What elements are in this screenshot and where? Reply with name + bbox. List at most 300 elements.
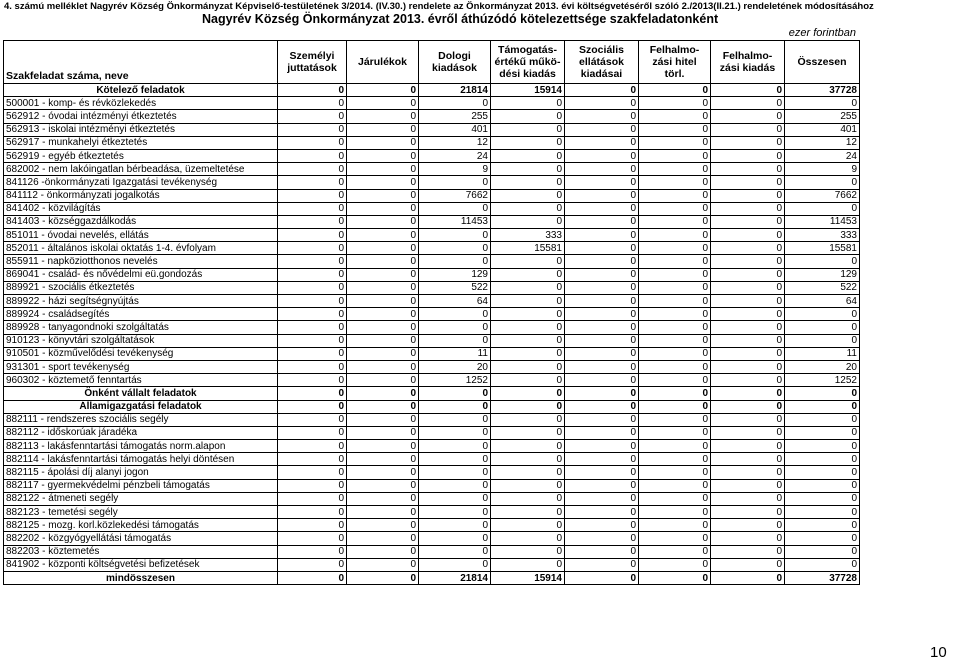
cell-value: 0	[639, 440, 711, 453]
cell-value: 0	[278, 281, 347, 294]
column-header: Dologi kiadások	[419, 41, 491, 84]
cell-value: 0	[347, 308, 419, 321]
cell-value: 0	[347, 97, 419, 110]
cell-value: 0	[419, 558, 491, 571]
cell-value: 0	[347, 149, 419, 162]
cell-value: 0	[639, 321, 711, 334]
cell-value: 0	[347, 321, 419, 334]
cell-value: 0	[278, 479, 347, 492]
cell-value: 0	[491, 268, 565, 281]
cell-value: 0	[565, 84, 639, 97]
cell-value: 0	[278, 426, 347, 439]
cell-value: 0	[639, 229, 711, 242]
cell-value: 0	[639, 308, 711, 321]
cell-value: 0	[565, 163, 639, 176]
cell-value: 0	[419, 400, 491, 413]
row-label: 882117 - gyermekvédelmi pénzbeli támogatás	[4, 479, 278, 492]
table-row	[4, 295, 860, 308]
row-label: 910123 - könyvtári szolgáltatások	[4, 334, 278, 347]
cell-value: 0	[491, 479, 565, 492]
column-header: Szakfeladat száma, neve	[4, 41, 278, 84]
cell-value: 0	[639, 110, 711, 123]
page-number: 10	[930, 644, 947, 661]
table-header-row	[4, 41, 860, 84]
table-row	[4, 255, 860, 268]
cell-value: 0	[711, 571, 785, 584]
cell-value: 0	[639, 215, 711, 228]
cell-value: 0	[639, 136, 711, 149]
cell-value: 0	[491, 163, 565, 176]
table-row	[4, 426, 860, 439]
cell-value: 0	[278, 492, 347, 505]
row-label: 889924 - családsegítés	[4, 308, 278, 321]
cell-value: 0	[347, 479, 419, 492]
cell-value: 0	[278, 97, 347, 110]
cell-value: 0	[347, 360, 419, 373]
cell-value: 11453	[785, 215, 860, 228]
cell-value: 0	[711, 84, 785, 97]
table-row	[4, 189, 860, 202]
cell-value: 0	[639, 506, 711, 519]
cell-value: 0	[419, 321, 491, 334]
cell-value: 0	[278, 242, 347, 255]
cell-value: 0	[639, 387, 711, 400]
cell-value: 0	[347, 545, 419, 558]
table-row	[4, 492, 860, 505]
cell-value: 0	[639, 347, 711, 360]
cell-value: 0	[278, 400, 347, 413]
cell-value: 0	[711, 387, 785, 400]
cell-value: 0	[785, 558, 860, 571]
table-row	[4, 163, 860, 176]
cell-value: 0	[785, 308, 860, 321]
cell-value: 0	[278, 466, 347, 479]
table-row	[4, 558, 860, 571]
cell-value: 0	[639, 176, 711, 189]
cell-value: 0	[347, 532, 419, 545]
column-header: Járulékok	[347, 41, 419, 84]
cell-value: 0	[785, 440, 860, 453]
cell-value: 0	[565, 426, 639, 439]
row-label: 882112 - időskorúak járadéka	[4, 426, 278, 439]
cell-value: 0	[639, 545, 711, 558]
table-row	[4, 242, 860, 255]
table-row	[4, 281, 860, 294]
row-label: 910501 - közművelődési tevékenység	[4, 347, 278, 360]
cell-value: 0	[565, 360, 639, 373]
total-row	[4, 571, 860, 584]
cell-value: 0	[278, 506, 347, 519]
column-header: Személyi juttatások	[278, 41, 347, 84]
cell-value: 0	[491, 189, 565, 202]
cell-value: 0	[785, 426, 860, 439]
cell-value: 0	[347, 387, 419, 400]
row-label: 841126 -önkormányzati Igazgatási tevékenység	[4, 176, 278, 189]
cell-value: 0	[278, 558, 347, 571]
cell-value: 20	[419, 360, 491, 373]
cell-value: 0	[565, 229, 639, 242]
cell-value: 0	[785, 97, 860, 110]
cell-value: 0	[785, 506, 860, 519]
cell-value: 0	[491, 387, 565, 400]
cell-value: 21814	[419, 84, 491, 97]
row-label: 882202 - közgyógyellátási támogatás	[4, 532, 278, 545]
cell-value: 0	[278, 163, 347, 176]
row-label: 562913 - iskolai intézményi étkeztetés	[4, 123, 278, 136]
cell-value: 0	[711, 149, 785, 162]
cell-value: 0	[565, 110, 639, 123]
cell-value: 0	[711, 229, 785, 242]
row-label: 882125 - mozg. korl.közlekedési támogatás	[4, 519, 278, 532]
cell-value: 64	[785, 295, 860, 308]
row-label: 562917 - munkahelyi étkeztetés	[4, 136, 278, 149]
cell-value: 0	[491, 97, 565, 110]
table-row	[4, 479, 860, 492]
cell-value: 0	[419, 413, 491, 426]
cell-value: 0	[565, 347, 639, 360]
cell-value: 0	[419, 255, 491, 268]
cell-value: 0	[711, 163, 785, 176]
row-label: 562919 - egyéb étkeztetés	[4, 149, 278, 162]
cell-value: 0	[347, 123, 419, 136]
cell-value: 0	[639, 189, 711, 202]
table-row	[4, 453, 860, 466]
cell-value: 0	[278, 136, 347, 149]
cell-value: 0	[565, 387, 639, 400]
cell-value: 0	[419, 532, 491, 545]
section-row	[4, 387, 860, 400]
cell-value: 0	[491, 123, 565, 136]
cell-value: 0	[491, 136, 565, 149]
cell-value: 0	[711, 123, 785, 136]
cell-value: 24	[785, 149, 860, 162]
table-row	[4, 360, 860, 373]
cell-value: 0	[491, 347, 565, 360]
cell-value: 0	[711, 110, 785, 123]
cell-value: 0	[278, 347, 347, 360]
cell-value: 0	[565, 281, 639, 294]
row-label: 855911 - napköziotthonos nevelés	[4, 255, 278, 268]
cell-value: 11	[785, 347, 860, 360]
table-row	[4, 519, 860, 532]
row-label: 882111 - rendszeres szociális segély	[4, 413, 278, 426]
column-header: Felhalmo-zási kiadás	[711, 41, 785, 84]
cell-value: 1252	[785, 374, 860, 387]
cell-value: 0	[711, 321, 785, 334]
cell-value: 0	[565, 492, 639, 505]
row-label: 562912 - óvodai intézményi étkeztetés	[4, 110, 278, 123]
cell-value: 0	[785, 413, 860, 426]
cell-value: 7662	[419, 189, 491, 202]
cell-value: 0	[639, 426, 711, 439]
table-row	[4, 268, 860, 281]
cell-value: 0	[278, 360, 347, 373]
table-row	[4, 229, 860, 242]
row-label: 841402 - közvilágítás	[4, 202, 278, 215]
cell-value: 24	[419, 149, 491, 162]
cell-value: 0	[347, 255, 419, 268]
cell-value: 0	[491, 400, 565, 413]
cell-value: 0	[785, 479, 860, 492]
table-row	[4, 466, 860, 479]
cell-value: 0	[347, 492, 419, 505]
cell-value: 0	[419, 466, 491, 479]
cell-value: 0	[711, 255, 785, 268]
cell-value: 0	[278, 189, 347, 202]
cell-value: 0	[639, 334, 711, 347]
cell-value: 0	[565, 242, 639, 255]
cell-value: 0	[347, 453, 419, 466]
cell-value: 0	[347, 163, 419, 176]
cell-value: 0	[565, 506, 639, 519]
cell-value: 0	[639, 532, 711, 545]
table-row	[4, 334, 860, 347]
cell-value: 0	[278, 176, 347, 189]
cell-value: 0	[639, 466, 711, 479]
cell-value: 0	[639, 202, 711, 215]
cell-value: 0	[347, 426, 419, 439]
cell-value: 401	[419, 123, 491, 136]
cell-value: 0	[419, 440, 491, 453]
cell-value: 0	[639, 163, 711, 176]
table-row	[4, 215, 860, 228]
cell-value: 0	[347, 84, 419, 97]
row-label: 882113 - lakásfenntartási támogatás norm.alapon	[4, 440, 278, 453]
cell-value: 0	[711, 374, 785, 387]
cell-value: 0	[565, 215, 639, 228]
cell-value: 0	[785, 176, 860, 189]
cell-value: 0	[785, 466, 860, 479]
cell-value: 0	[278, 215, 347, 228]
cell-value: 0	[347, 374, 419, 387]
cell-value: 9	[785, 163, 860, 176]
cell-value: 0	[711, 440, 785, 453]
cell-value: 0	[491, 110, 565, 123]
cell-value: 0	[565, 149, 639, 162]
cell-value: 0	[639, 479, 711, 492]
cell-value: 0	[491, 321, 565, 334]
cell-value: 0	[491, 466, 565, 479]
cell-value: 0	[491, 149, 565, 162]
cell-value: 0	[347, 466, 419, 479]
cell-value: 0	[639, 519, 711, 532]
cell-value: 0	[491, 506, 565, 519]
cell-value: 401	[785, 123, 860, 136]
cell-value: 0	[711, 242, 785, 255]
table-row	[4, 136, 860, 149]
cell-value: 0	[419, 176, 491, 189]
cell-value: 0	[278, 268, 347, 281]
cell-value: 0	[278, 308, 347, 321]
cell-value: 0	[491, 202, 565, 215]
cell-value: 12	[419, 136, 491, 149]
table-row	[4, 123, 860, 136]
cell-value: 0	[347, 229, 419, 242]
table-row	[4, 149, 860, 162]
cell-value: 0	[565, 295, 639, 308]
cell-value: 0	[347, 519, 419, 532]
cell-value: 0	[347, 571, 419, 584]
cell-value: 0	[711, 334, 785, 347]
cell-value: 11	[419, 347, 491, 360]
cell-value: 0	[711, 189, 785, 202]
cell-value: 0	[711, 506, 785, 519]
cell-value: 0	[278, 413, 347, 426]
cell-value: 333	[491, 229, 565, 242]
cell-value: 0	[639, 374, 711, 387]
cell-value: 0	[711, 400, 785, 413]
cell-value: 0	[711, 97, 785, 110]
cell-value: 0	[565, 466, 639, 479]
cell-value: 0	[639, 571, 711, 584]
row-label: 500001 - komp- és révközlekedés	[4, 97, 278, 110]
cell-value: 0	[419, 97, 491, 110]
cell-value: 0	[278, 387, 347, 400]
cell-value: 0	[565, 176, 639, 189]
cell-value: 0	[639, 84, 711, 97]
cell-value: 0	[347, 413, 419, 426]
cell-value: 0	[785, 400, 860, 413]
row-label: 882203 - köztemetés	[4, 545, 278, 558]
cell-value: 0	[347, 176, 419, 189]
table-row	[4, 321, 860, 334]
row-label: 851011 - óvodai nevelés, ellátás	[4, 229, 278, 242]
cell-value: 0	[347, 334, 419, 347]
cell-value: 255	[785, 110, 860, 123]
cell-value: 0	[711, 558, 785, 571]
cell-value: 0	[565, 334, 639, 347]
cell-value: 522	[785, 281, 860, 294]
cell-value: 0	[711, 492, 785, 505]
table-row	[4, 97, 860, 110]
unit-label: ezer forintban	[788, 27, 856, 39]
cell-value: 0	[711, 466, 785, 479]
cell-value: 0	[347, 440, 419, 453]
cell-value: 0	[278, 374, 347, 387]
cell-value: 0	[491, 215, 565, 228]
cell-value: 0	[711, 295, 785, 308]
column-header: Összesen	[785, 41, 860, 84]
cell-value: 0	[785, 545, 860, 558]
cell-value: 0	[639, 400, 711, 413]
row-label: 882122 - átmeneti segély	[4, 492, 278, 505]
cell-value: 0	[565, 545, 639, 558]
cell-value: 0	[491, 532, 565, 545]
cell-value: 11453	[419, 215, 491, 228]
cell-value: 0	[278, 110, 347, 123]
cell-value: 129	[419, 268, 491, 281]
cell-value: 0	[565, 400, 639, 413]
cell-value: 0	[491, 308, 565, 321]
row-label: 889928 - tanyagondnoki szolgáltatás	[4, 321, 278, 334]
row-label: 882114 - lakásfenntartási támogatás helyi döntésen	[4, 453, 278, 466]
cell-value: 0	[639, 453, 711, 466]
cell-value: 0	[419, 519, 491, 532]
cell-value: 0	[278, 545, 347, 558]
cell-value: 0	[639, 413, 711, 426]
cell-value: 0	[565, 97, 639, 110]
cell-value: 0	[419, 492, 491, 505]
cell-value: 333	[785, 229, 860, 242]
cell-value: 0	[491, 360, 565, 373]
cell-value: 0	[711, 308, 785, 321]
cell-value: 0	[785, 387, 860, 400]
row-label: 889921 - szociális étkeztetés	[4, 281, 278, 294]
column-header: Felhalmo-zási hitel törl.	[639, 41, 711, 84]
cell-value: 0	[711, 519, 785, 532]
cell-value: 0	[565, 255, 639, 268]
row-label: mindösszesen	[4, 571, 278, 584]
row-label: 931301 - sport tevékenység	[4, 360, 278, 373]
expense-table	[3, 40, 860, 585]
row-label: 882123 - temetési segély	[4, 506, 278, 519]
row-label: 869041 - család- és nővédelmi eü.gondozás	[4, 268, 278, 281]
cell-value: 0	[711, 268, 785, 281]
cell-value: 255	[419, 110, 491, 123]
table-row	[4, 506, 860, 519]
cell-value: 0	[711, 532, 785, 545]
cell-value: 0	[639, 492, 711, 505]
cell-value: 0	[278, 321, 347, 334]
cell-value: 0	[419, 545, 491, 558]
cell-value: 0	[711, 136, 785, 149]
cell-value: 129	[785, 268, 860, 281]
cell-value: 0	[711, 413, 785, 426]
cell-value: 0	[785, 492, 860, 505]
cell-value: 12	[785, 136, 860, 149]
cell-value: 0	[491, 295, 565, 308]
header-note: 4. számú melléklet Nagyrév Község Önkormányzat Képviselő-testületének 3/2014. (IV.30.) rendelete az Önkormányzat 2013. évi költségvetéséről szóló 2./2013(II.21.) rendeletének módosításához	[4, 1, 874, 12]
cell-value: 0	[491, 545, 565, 558]
cell-value: 0	[278, 532, 347, 545]
cell-value: 0	[491, 558, 565, 571]
cell-value: 0	[785, 532, 860, 545]
cell-value: 0	[711, 215, 785, 228]
cell-value: 0	[491, 519, 565, 532]
cell-value: 0	[785, 255, 860, 268]
table-row	[4, 202, 860, 215]
cell-value: 0	[785, 453, 860, 466]
cell-value: 0	[639, 558, 711, 571]
cell-value: 0	[419, 506, 491, 519]
cell-value: 0	[491, 453, 565, 466]
row-label: 841902 - központi költségvetési befizetések	[4, 558, 278, 571]
cell-value: 0	[565, 374, 639, 387]
cell-value: 0	[278, 295, 347, 308]
section-row	[4, 400, 860, 413]
cell-value: 0	[491, 426, 565, 439]
row-label: 960302 - köztemető fenntartás	[4, 374, 278, 387]
cell-value: 0	[419, 229, 491, 242]
cell-value: 0	[565, 558, 639, 571]
cell-value: 37728	[785, 571, 860, 584]
cell-value: 0	[639, 360, 711, 373]
cell-value: 0	[785, 321, 860, 334]
cell-value: 0	[565, 413, 639, 426]
cell-value: 0	[419, 334, 491, 347]
cell-value: 0	[711, 453, 785, 466]
cell-value: 0	[565, 268, 639, 281]
cell-value: 0	[711, 347, 785, 360]
cell-value: 0	[565, 532, 639, 545]
table-row	[4, 532, 860, 545]
cell-value: 0	[711, 479, 785, 492]
cell-value: 0	[278, 202, 347, 215]
cell-value: 0	[565, 479, 639, 492]
cell-value: 0	[565, 453, 639, 466]
cell-value: 0	[711, 281, 785, 294]
cell-value: 0	[491, 374, 565, 387]
